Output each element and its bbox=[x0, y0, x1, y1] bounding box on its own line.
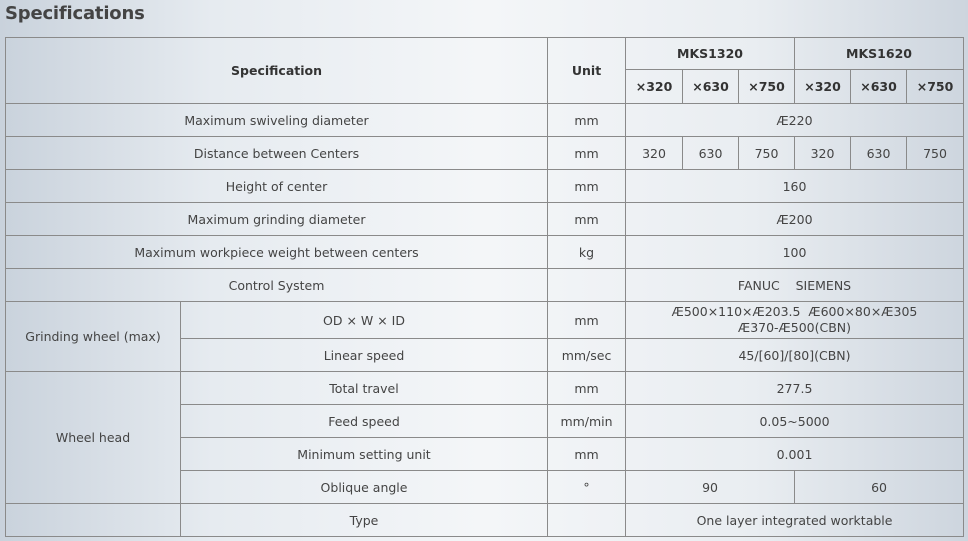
row-unit: mm/sec bbox=[548, 339, 626, 372]
row-unit: mm bbox=[548, 372, 626, 405]
row-value bbox=[626, 302, 964, 339]
group-label-grinding-wheel: Grinding wheel (max) bbox=[6, 302, 181, 372]
group-label-empty bbox=[6, 504, 181, 537]
table-row bbox=[6, 236, 964, 269]
row-label: Minimum setting unit bbox=[181, 438, 548, 471]
model-header-mks1320: MKS1320 bbox=[626, 38, 795, 70]
page-title: Specifications bbox=[5, 3, 145, 24]
row-value: 90 bbox=[626, 471, 795, 504]
table-row bbox=[6, 104, 964, 137]
row-label: OD × W × ID bbox=[181, 302, 548, 339]
row-value: 630 bbox=[851, 137, 907, 170]
table-row bbox=[6, 504, 964, 537]
row-unit: mm bbox=[548, 438, 626, 471]
group-label-wheel-head: Wheel head bbox=[6, 372, 181, 504]
row-value: 277.5 bbox=[626, 372, 964, 405]
row-value: 100 bbox=[626, 236, 964, 269]
row-value: 320 bbox=[795, 137, 851, 170]
variant-header: ×630 bbox=[851, 70, 907, 104]
row-label: Total travel bbox=[181, 372, 548, 405]
row-unit: mm bbox=[548, 104, 626, 137]
row-label: Control System bbox=[6, 269, 548, 302]
row-label: Linear speed bbox=[181, 339, 548, 372]
row-label: Maximum grinding diameter bbox=[6, 203, 548, 236]
row-unit: mm bbox=[548, 203, 626, 236]
variant-header: ×320 bbox=[795, 70, 851, 104]
row-unit bbox=[548, 504, 626, 537]
table-row bbox=[6, 203, 964, 236]
row-value: One layer integrated worktable bbox=[626, 504, 964, 537]
table-row bbox=[6, 372, 964, 405]
row-value: 45/[60]/[80](CBN) bbox=[626, 339, 964, 372]
row-value: 60 bbox=[795, 471, 964, 504]
table-row bbox=[6, 170, 964, 203]
row-unit: mm bbox=[548, 170, 626, 203]
row-value: 160 bbox=[626, 170, 964, 203]
table-row bbox=[6, 269, 964, 302]
row-value-line: Æ500×110×Æ203.5 Æ600×80×Æ305 bbox=[671, 304, 918, 319]
row-unit: mm bbox=[548, 137, 626, 170]
row-unit: mm/min bbox=[548, 405, 626, 438]
table-row bbox=[6, 302, 964, 339]
row-value: 630 bbox=[683, 137, 739, 170]
model-header-mks1620: MKS1620 bbox=[795, 38, 964, 70]
row-value-line: Æ370-Æ500(CBN) bbox=[738, 320, 852, 335]
row-label: Height of center bbox=[6, 170, 548, 203]
row-value: 0.001 bbox=[626, 438, 964, 471]
row-value: Æ220 bbox=[626, 104, 964, 137]
variant-header: ×320 bbox=[626, 70, 683, 104]
row-value: 320 bbox=[626, 137, 683, 170]
row-value: Æ200 bbox=[626, 203, 964, 236]
table-row bbox=[6, 137, 964, 170]
row-label: Oblique angle bbox=[181, 471, 548, 504]
row-label: Distance between Centers bbox=[6, 137, 548, 170]
row-unit: kg bbox=[548, 236, 626, 269]
row-value: 750 bbox=[907, 137, 964, 170]
row-value: 0.05~5000 bbox=[626, 405, 964, 438]
spec-header: Specification bbox=[6, 38, 548, 104]
row-value: FANUC SIEMENS bbox=[626, 269, 964, 302]
variant-header: ×750 bbox=[739, 70, 795, 104]
row-unit bbox=[548, 269, 626, 302]
row-label: Feed speed bbox=[181, 405, 548, 438]
row-unit: mm bbox=[548, 302, 626, 339]
row-label: Maximum workpiece weight between centers bbox=[6, 236, 548, 269]
row-value: 750 bbox=[739, 137, 795, 170]
specifications-table bbox=[5, 37, 964, 537]
variant-header: ×630 bbox=[683, 70, 739, 104]
row-label: Type bbox=[181, 504, 548, 537]
unit-header: Unit bbox=[548, 38, 626, 104]
row-unit: ° bbox=[548, 471, 626, 504]
row-label: Maximum swiveling diameter bbox=[6, 104, 548, 137]
variant-header: ×750 bbox=[907, 70, 964, 104]
